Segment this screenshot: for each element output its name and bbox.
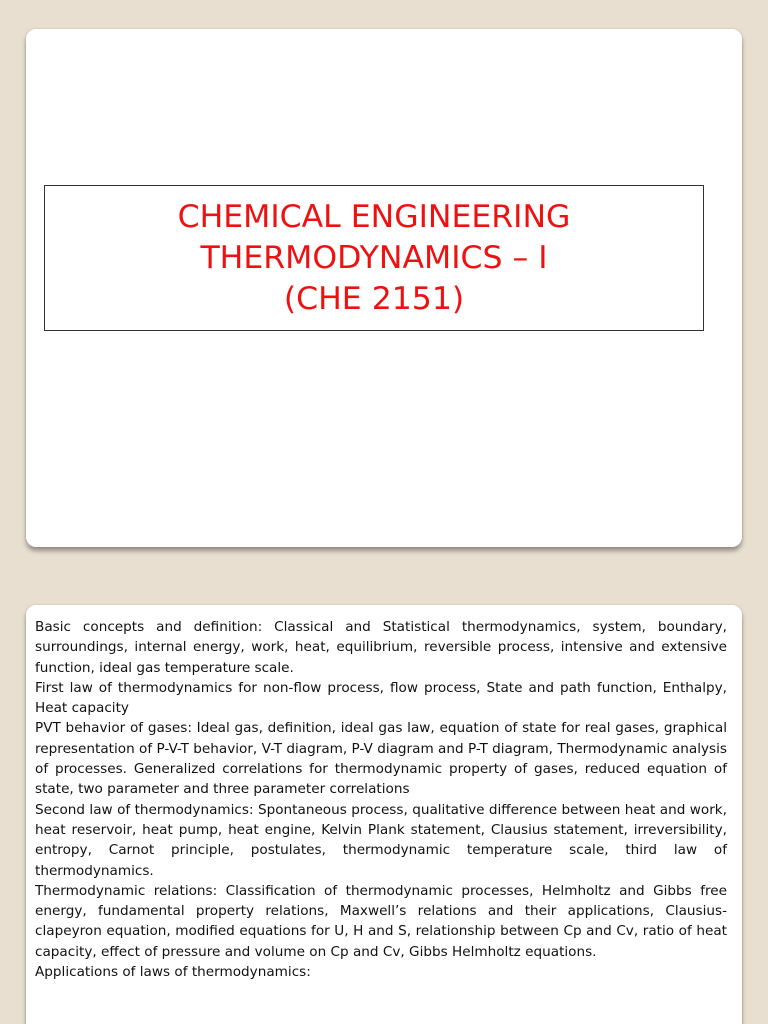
syllabus-paragraph-thermo-relations: Thermodynamic relations: Classification of thermodynamic processes, Helmholtz and Gibbs free energy, fundamental property relations, Maxwell’s relations and their applications, Clausius-clapeyron equation, modified equations for U, H and S, relationship between Cp and Cv, ratio of heat capacity, effect of pressure and volume on Cp and Cv, Gibbs Helmholtz equations. xyxy=(35,882,727,960)
syllabus-paragraph-applications: Applications of laws of thermodynamics: xyxy=(35,964,311,981)
title-box xyxy=(44,185,704,331)
syllabus-paragraph-first-law: First law of thermodynamics for non-flow process, flow process, State and path function, Enthalpy, Heat capacity xyxy=(35,679,727,717)
title-line-2: THERMODYNAMICS – I xyxy=(200,239,548,276)
title-line-3: (CHE 2151) xyxy=(283,280,465,317)
syllabus-slide xyxy=(26,605,742,1024)
syllabus-paragraph-pvt-behavior: PVT behavior of gases: Ideal gas, definition, ideal gas law, equation of state for real gases, graphical representation of P-V-T behavior, V-T diagram, P-V diagram and P-T diagram, Thermodynamic analysis of processes. Generalized correlations for thermodynamic property of gases, reduced equation of state, two parameter and three parameter correlations xyxy=(35,720,727,798)
syllabus-text xyxy=(35,617,727,982)
title-line-1: CHEMICAL ENGINEERING xyxy=(177,198,571,235)
syllabus-paragraph-basic-concepts: Basic concepts and definition: Classical and Statistical thermodynamics, system, boundary, surroundings, internal energy, work, heat, equilibrium, reversible process, intensive and extensive function, ideal gas temperature scale. xyxy=(35,619,727,676)
title-slide xyxy=(26,29,742,547)
syllabus-paragraph-second-law: Second law of thermodynamics: Spontaneous process, qualitative difference between heat and work, heat reservoir, heat pump, heat engine, Kelvin Plank statement, Clausius statement, irreversibility, entropy, Carnot principle, postulates, thermodynamic temperature scale, third law of thermodynamics. xyxy=(35,801,727,879)
